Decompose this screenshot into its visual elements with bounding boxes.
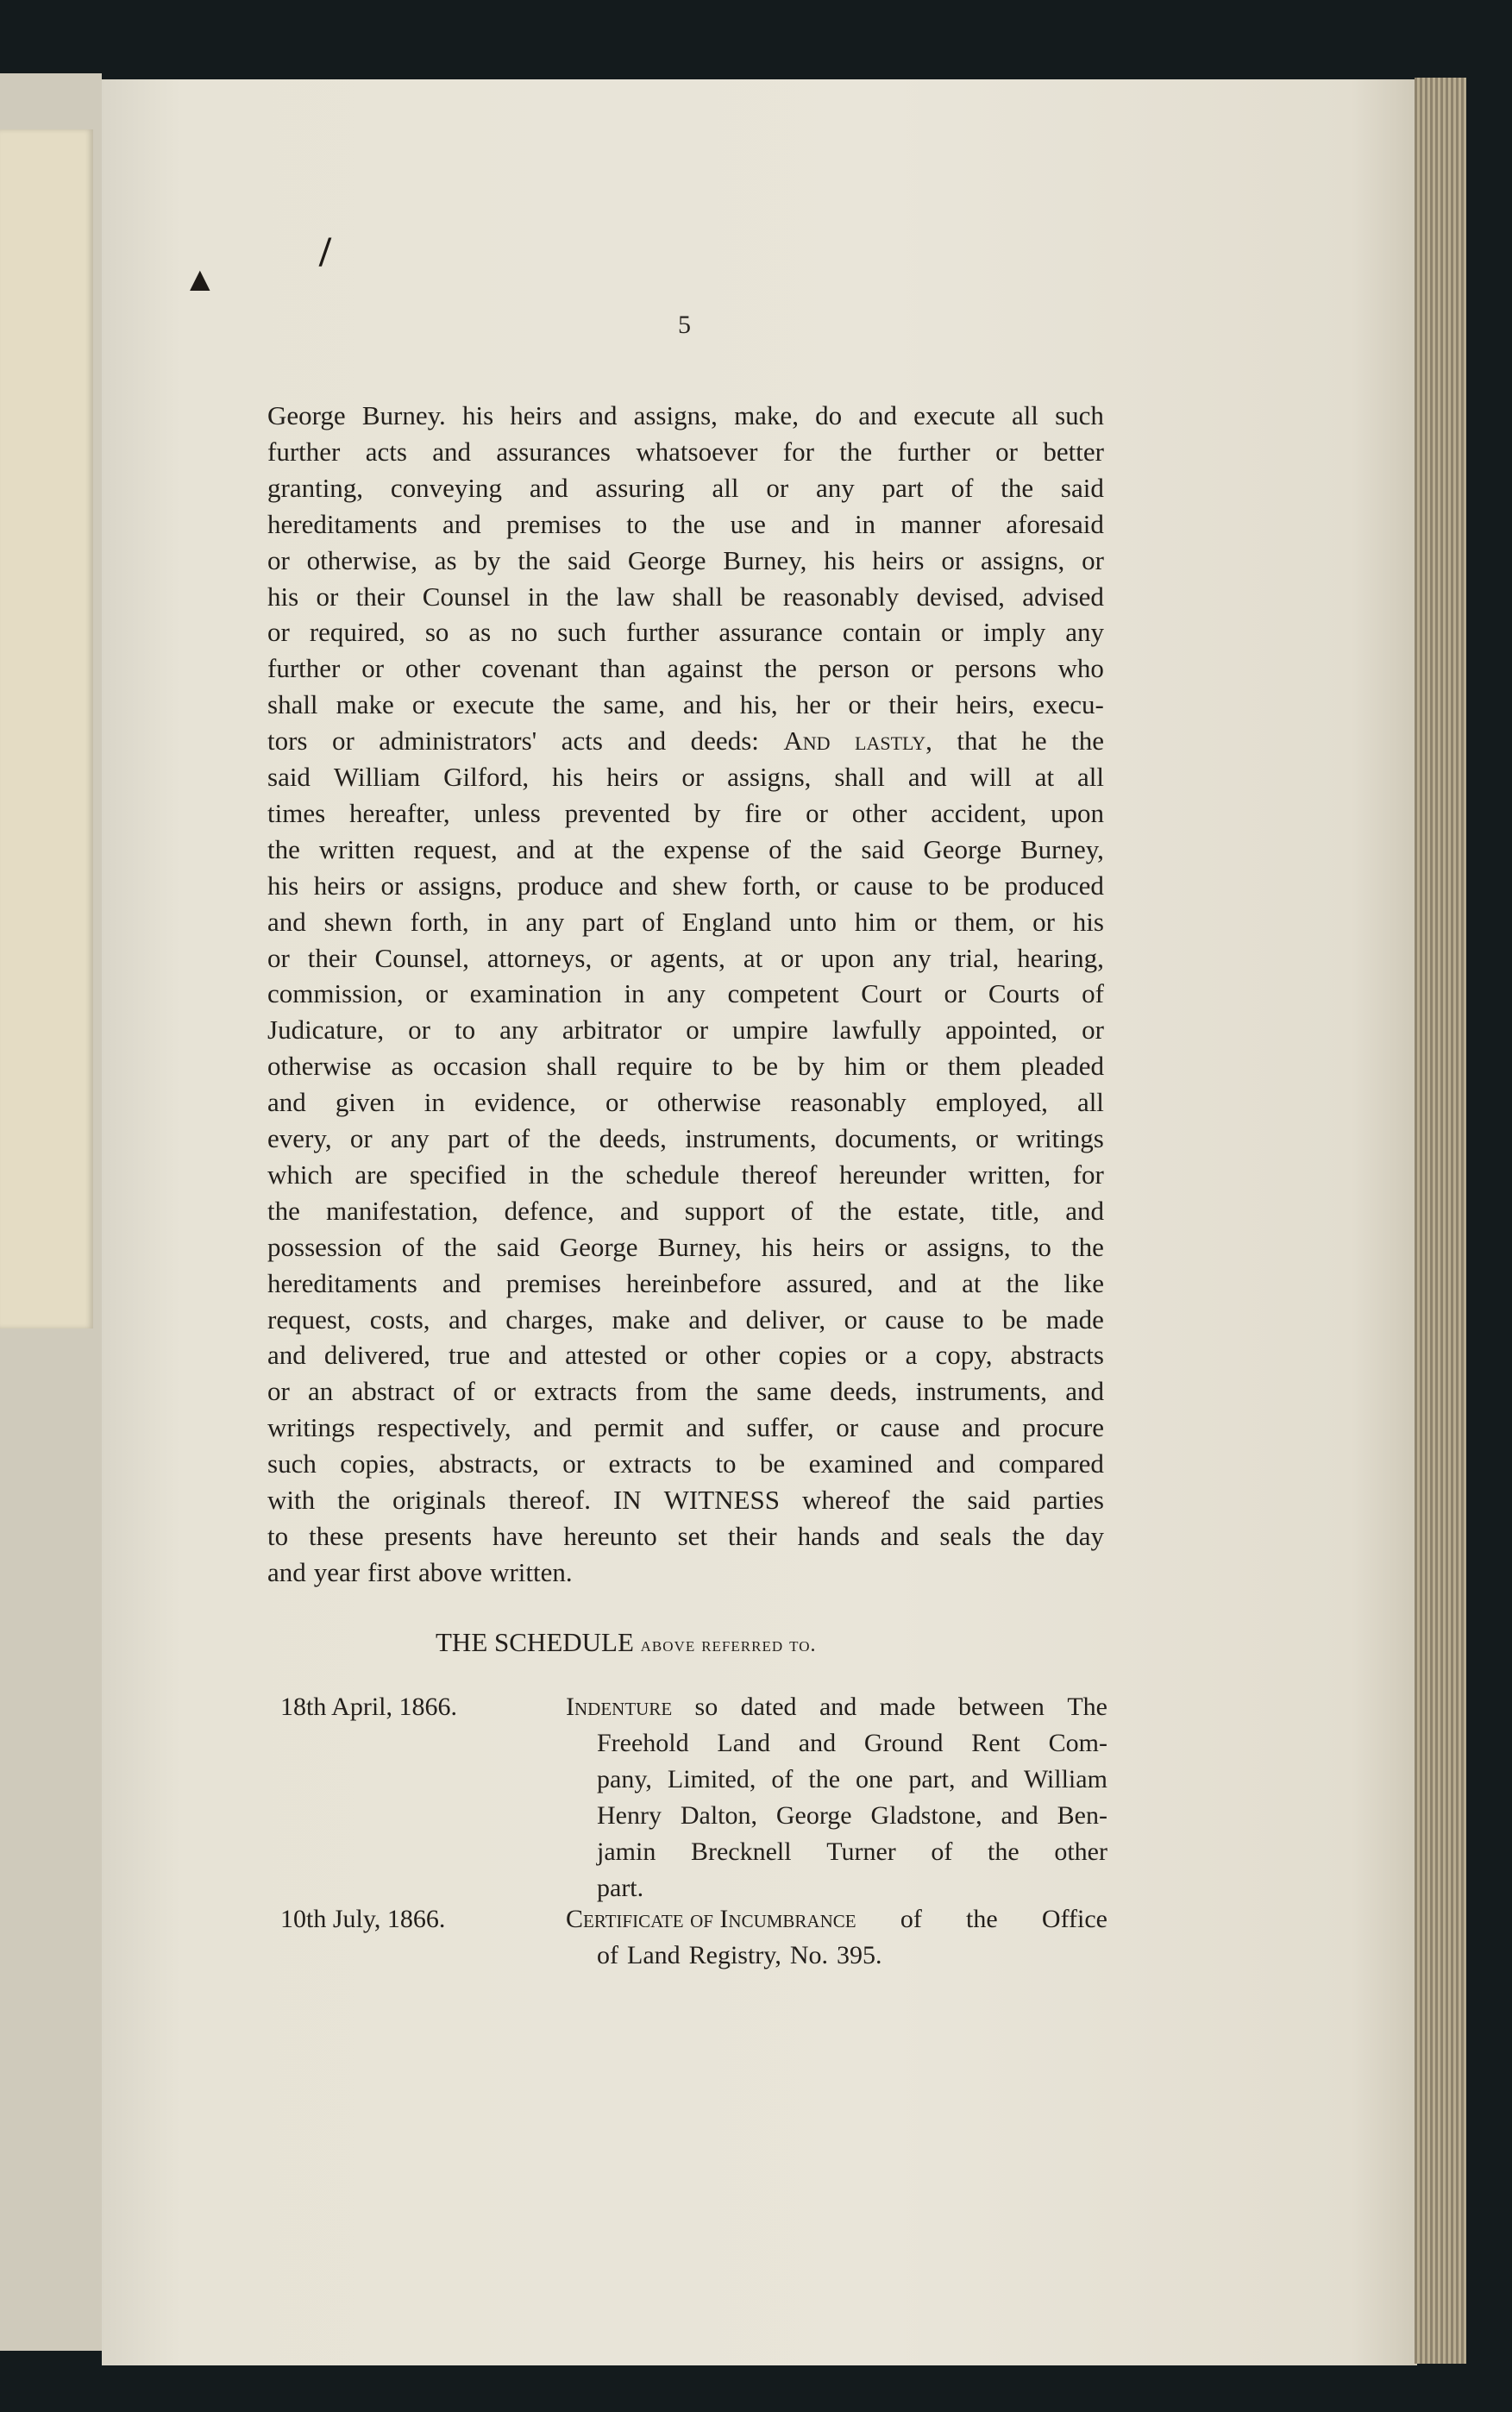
body-line: and delivered, true and attested or other copies or a copy, abstracts — [267, 1340, 1104, 1371]
body-line: and shewn forth, in any part of England unto him or them, or his — [267, 906, 1104, 937]
schedule-lead: Indenture — [566, 1693, 673, 1721]
schedule-date: 10th July, 1866. — [280, 1905, 446, 1933]
body-line: possession of the said George Burney, his heirs or assigns, to the — [267, 1231, 1104, 1262]
body-line: and year first above written. — [267, 1556, 573, 1587]
schedule-lead: Certificate of Incumbrance — [566, 1905, 856, 1933]
schedule-line: of Land Registry, No. 395. — [597, 1941, 882, 1969]
page-stack-edge — [1415, 78, 1466, 2364]
page-number: 5 — [678, 311, 691, 339]
schedule-description — [566, 1901, 1107, 1974]
body-line: granting, conveying and assuring all or any part of the said — [267, 472, 1104, 503]
pencil-mark: / — [319, 227, 331, 275]
body-line: to these presents have hereunto set their hands and seals the day — [267, 1520, 1104, 1551]
schedule-date: 18th April, 1866. — [280, 1693, 458, 1721]
body-line: which are specified in the schedule thereof hereunder written, for — [267, 1159, 1104, 1190]
body-line: or their Counsel, attorneys, or agents, at or upon any trial, hearing, — [267, 942, 1104, 973]
body-line: such copies, abstracts, or extracts to be examined and compared — [267, 1448, 1104, 1479]
body-line: his or their Counsel in the law shall be reasonably devised, advised — [267, 581, 1104, 612]
body-line: hereditaments and premises hereinbefore assured, and at the like — [267, 1267, 1104, 1298]
schedule-line: Certificate of Incumbrance of the Office — [566, 1901, 1107, 1938]
body-line: times hereafter, unless prevented by fire or other accident, upon — [267, 797, 1104, 828]
body-line: otherwise as occasion shall require to be by him or them pleaded — [267, 1051, 1104, 1082]
body-line: commission, or examination in any competent Court or Courts of — [267, 978, 1104, 1009]
schedule-line: part. — [597, 1874, 644, 1902]
body-line: every, or any part of the deeds, instruments, documents, or writings — [267, 1123, 1104, 1153]
body-line: the manifestation, defence, and support of the estate, title, and — [267, 1195, 1104, 1226]
schedule-line: Indenture so dated and made between The — [566, 1689, 1107, 1725]
body-line: further or other covenant than against the person or persons who — [267, 653, 1104, 684]
body-line: with the originals thereof. IN WITNESS whereof the said parties — [267, 1485, 1104, 1515]
body-line: writings respectively, and permit and suffer, or cause and procure — [267, 1412, 1104, 1443]
body-line: further acts and assurances whatsoever for the further or better — [267, 436, 1104, 467]
schedule-title-main: THE SCHEDULE — [436, 1627, 634, 1657]
body-line: or required, so as no such further assurance contain or imply any — [267, 617, 1104, 648]
schedule-line: jamin Brecknell Turner of the other — [597, 1837, 1107, 1866]
body-line: and given in evidence, or otherwise reasonably employed, all — [267, 1087, 1104, 1118]
schedule-description — [566, 1689, 1107, 1906]
schedule-line: Henry Dalton, George Gladstone, and Ben- — [597, 1801, 1107, 1830]
body-line: the written request, and at the expense of the said George Burney, — [267, 833, 1104, 864]
ink-mark: ▲ — [183, 260, 217, 298]
schedule-title-rest: above referred to. — [640, 1634, 817, 1656]
schedule-title — [436, 1627, 816, 1658]
schedule-line: Freehold Land and Ground Rent Com- — [597, 1729, 1107, 1757]
body-line: or otherwise, as by the said George Burney, his heirs or assigns, or — [267, 544, 1104, 575]
body-line: shall make or execute the same, and his, her or their heirs, execu- — [267, 689, 1104, 720]
body-line: Judicature, or to any arbitrator or umpire lawfully appointed, or — [267, 1014, 1104, 1046]
body-line: tors or administrators' acts and deeds: And lastly, that he the — [267, 725, 1104, 757]
body-line: said William Gilford, his heirs or assigns, shall and will at all — [267, 762, 1104, 792]
body-line: George Burney. his heirs and assigns, make, do and execute all such — [267, 400, 1104, 430]
schedule-line: pany, Limited, of the one part, and William — [597, 1765, 1107, 1793]
body-line: or an abstract of or extracts from the same deeds, instruments, and — [267, 1376, 1104, 1407]
attached-paper-tab — [0, 129, 93, 1328]
body-line: hereditaments and premises to the use and in manner aforesaid — [267, 508, 1104, 539]
body-line: request, costs, and charges, make and deliver, or cause to be made — [267, 1303, 1104, 1335]
body-line: his heirs or assigns, produce and shew forth, or cause to be produced — [267, 870, 1104, 901]
